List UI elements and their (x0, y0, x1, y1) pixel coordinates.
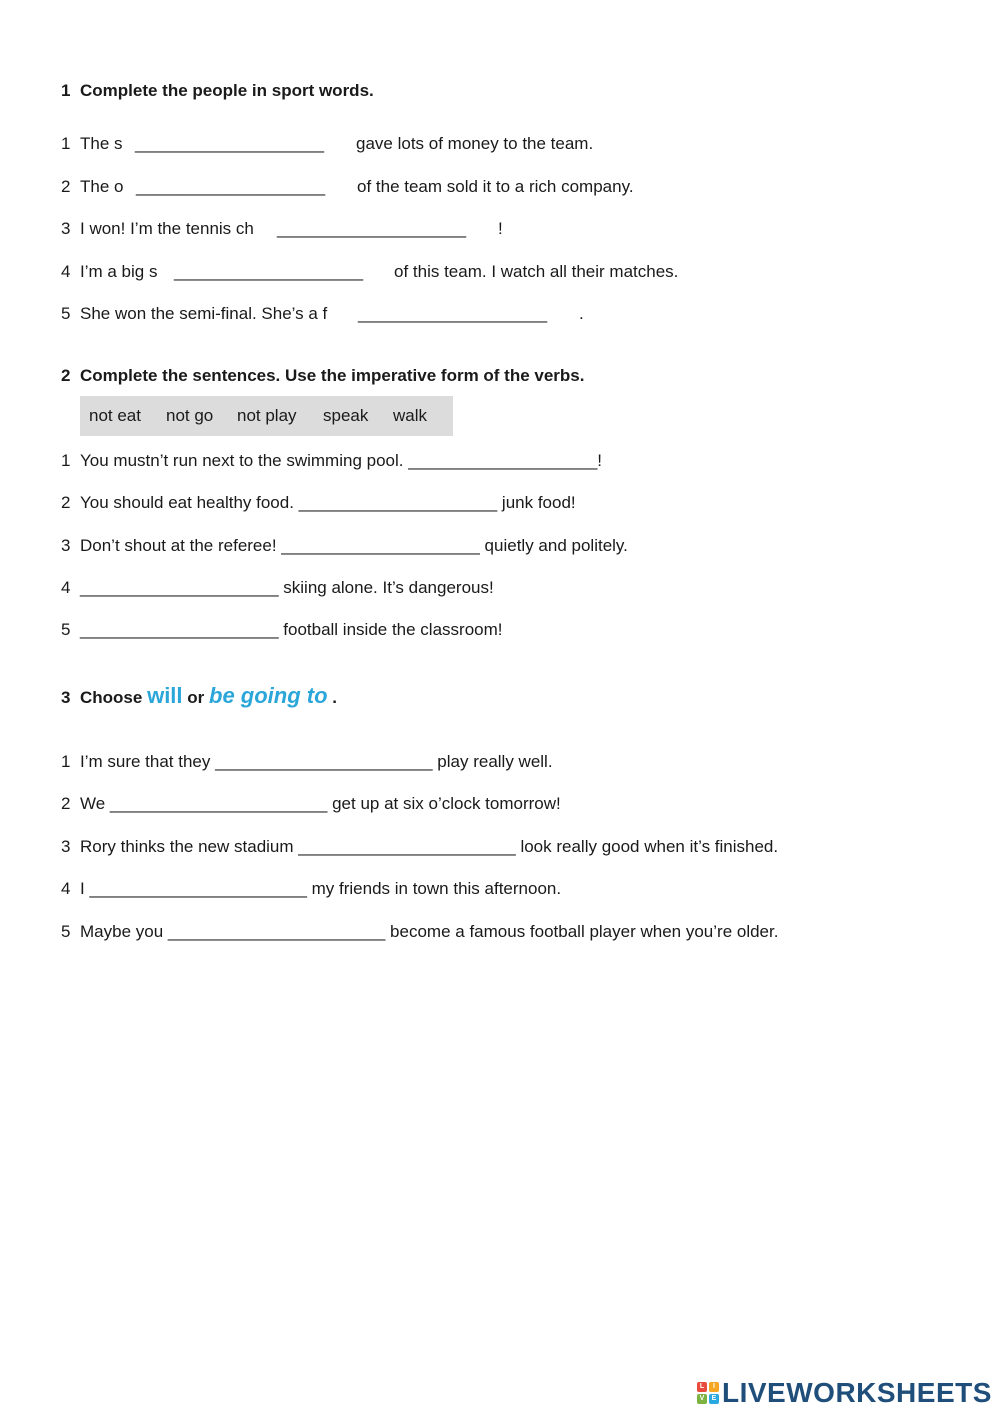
item-number: 4 (61, 578, 71, 597)
item-text-before: She won the semi-final. She’s a f (80, 304, 328, 323)
item-text-after: of the team sold it to a rich company. (357, 177, 634, 196)
item-number: 5 (61, 304, 71, 323)
section-2-item-2 (61, 493, 576, 513)
logo-text: LIVEWORKSHEETS (722, 1377, 992, 1408)
logo-tile: I (709, 1382, 719, 1392)
item-text-after: gave lots of money to the team. (356, 134, 594, 153)
answer-blank[interactable]: ____________________ (174, 262, 364, 281)
item-text[interactable]: _____________________ football inside the classroom! (80, 620, 503, 639)
liveworksheets-logo (697, 1376, 992, 1410)
section-2-heading (61, 366, 584, 386)
section-3-item-1 (61, 752, 553, 772)
keyword-be-going-to: be going to (209, 683, 328, 708)
section-3-heading (61, 683, 337, 709)
item-text[interactable]: _____________________ skiing alone. It’s dangerous! (80, 578, 494, 597)
item-text-before: I won! I’m the tennis ch (80, 219, 254, 238)
item-number: 1 (61, 451, 71, 470)
item-number: 2 (61, 493, 71, 512)
section-3-title-end: . (332, 688, 337, 707)
logo-tile: E (709, 1394, 719, 1404)
section-1-heading (61, 81, 374, 101)
item-text-after: of this team. I watch all their matches. (394, 262, 679, 281)
item-text[interactable]: I’m sure that they _______________________ play really well. (80, 752, 553, 771)
item-number: 5 (61, 620, 71, 639)
item-text[interactable]: You mustn’t run next to the swimming pool. ____________________! (80, 451, 603, 470)
logo-grid-icon (697, 1382, 719, 1404)
section-3-item-2 (61, 794, 561, 814)
keyword-will: will (147, 683, 183, 708)
section-1-item-1 (61, 134, 594, 154)
item-text[interactable]: I _______________________ my friends in town this afternoon. (80, 879, 562, 898)
logo-tile: V (697, 1394, 707, 1404)
section-2-item-5 (61, 620, 503, 640)
item-text-after: ! (498, 219, 503, 238)
section-1-item-5 (61, 304, 584, 324)
item-number: 4 (61, 879, 71, 898)
item-number: 4 (61, 262, 71, 281)
item-text[interactable]: We _______________________ get up at six o’clock tomorrow! (80, 794, 561, 813)
word-box-item: not eat (89, 406, 141, 425)
section-2-item-3 (61, 536, 628, 556)
item-text[interactable]: Maybe you _______________________ become a famous football player when you’re older. (80, 922, 779, 941)
item-text-before: The o (80, 177, 124, 196)
section-2-item-4 (61, 578, 494, 598)
item-text[interactable]: Rory thinks the new stadium _______________________ look really good when it’s finished. (80, 837, 779, 856)
item-number: 1 (61, 134, 71, 153)
word-box-item: walk (393, 406, 428, 425)
item-number: 2 (61, 177, 71, 196)
section-1-title: Complete the people in sport words. (80, 81, 374, 100)
section-3-item-4 (61, 879, 561, 899)
answer-blank[interactable]: ____________________ (277, 219, 467, 238)
section-3-number: 3 (61, 688, 71, 707)
answer-blank[interactable]: ____________________ (136, 177, 326, 196)
section-3-item-3 (61, 837, 778, 857)
item-number: 5 (61, 922, 71, 941)
section-3-connector: or (187, 688, 205, 707)
section-3-item-5 (61, 922, 778, 942)
section-2-item-1 (61, 451, 602, 471)
item-text[interactable]: Don’t shout at the referee! _____________________ quietly and politely. (80, 536, 628, 555)
word-box-item: speak (323, 406, 369, 425)
section-3-title-start: Choose (80, 688, 143, 707)
logo-tile: L (697, 1382, 707, 1392)
word-box-item: not go (166, 406, 214, 425)
answer-blank[interactable]: ____________________ (358, 304, 548, 323)
item-number: 3 (61, 219, 71, 238)
section-2-title: Complete the sentences. Use the imperative form of the verbs. (80, 366, 585, 385)
item-text-after: . (579, 304, 584, 323)
item-number: 3 (61, 536, 71, 555)
item-number: 3 (61, 837, 71, 856)
item-text[interactable]: You should eat healthy food. _____________________ junk food! (80, 493, 576, 512)
item-number: 2 (61, 794, 71, 813)
section-1-item-3 (61, 219, 503, 239)
item-number: 1 (61, 752, 71, 771)
section-1-item-2 (61, 177, 634, 197)
word-box-item: not play (237, 406, 297, 425)
item-text-before: The s (80, 134, 123, 153)
word-box (80, 396, 453, 436)
section-1-item-4 (61, 262, 679, 282)
answer-blank[interactable]: ____________________ (135, 134, 325, 153)
section-2-number: 2 (61, 366, 71, 385)
item-text-before: I’m a big s (80, 262, 158, 281)
section-1-number: 1 (61, 81, 71, 100)
